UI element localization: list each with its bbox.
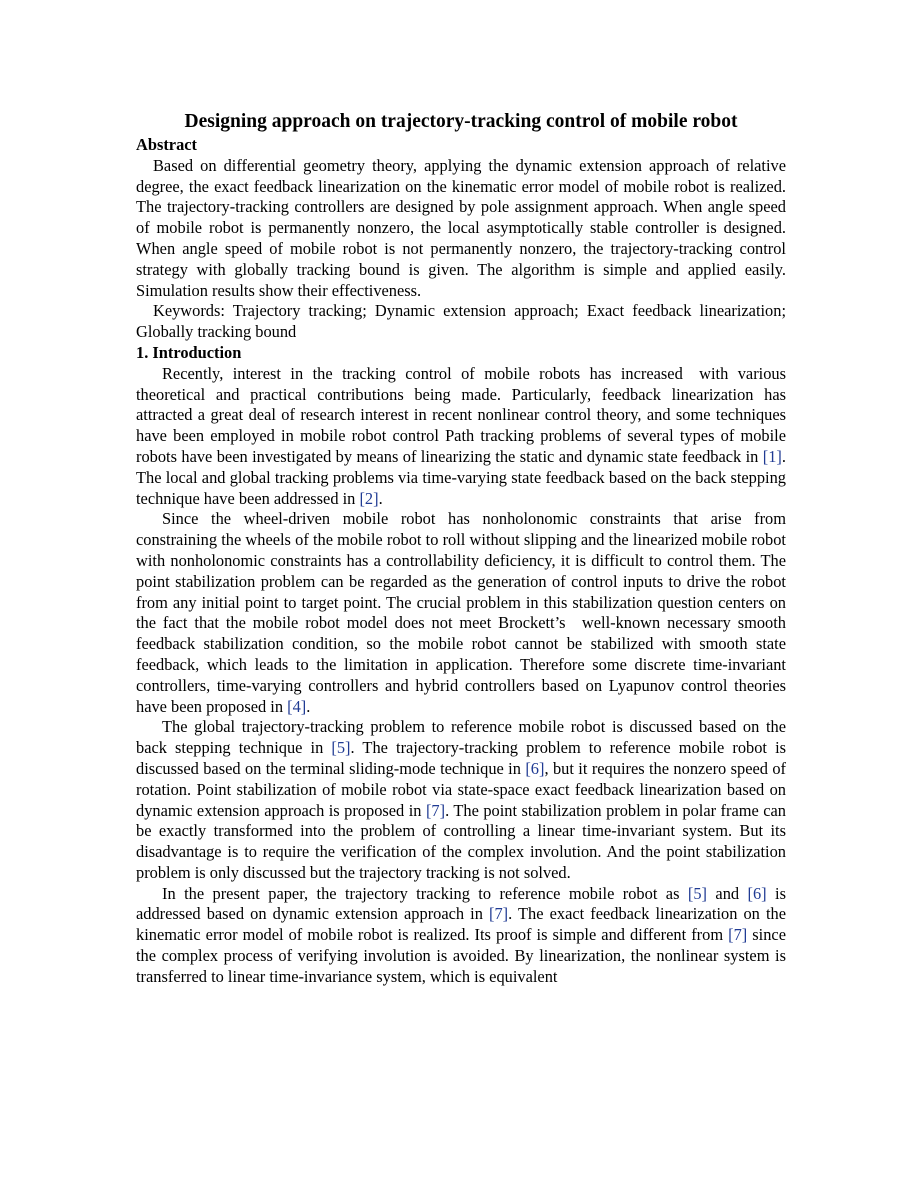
text-run: since the complex process of verifying involution is avoided. By linearization, the nonlinear system is transferred to linear time-invariance system, which is equivalent xyxy=(136,925,786,986)
paper-body xyxy=(136,110,786,988)
text-run: The global trajectory-tracking problem to reference mobile robot is discussed based on the back stepping technique in xyxy=(136,717,786,758)
introduction-heading: 1. Introduction xyxy=(136,342,242,362)
citation-link[interactable]: [6] xyxy=(525,758,545,778)
citation-link[interactable]: [7] xyxy=(425,800,446,820)
text-run: . xyxy=(378,488,383,508)
text-run: , but it requires the nonzero speed of rotation. Point stabilization of mobile robot via state-space exact feedback linearization based on dynamic extension approach is proposed in xyxy=(136,758,786,820)
keywords-paragraph: Keywords: Trajectory tracking; Dynamic extension approach; Exact feedback linearization; Globally tracking bound xyxy=(136,301,786,342)
text-run: Recently, interest in the tracking control of mobile robots has increased with various theoretical and practical contributions being made. Particularly, feedback linearization has attracted a great deal of research interest in recent nonlinear control theory, and some techniques have been employed in mobile robot control Path tracking problems of several types of mobile robots have been investigated by means of linearizing the static and dynamic state feedback in xyxy=(136,363,786,466)
text-run: . xyxy=(306,696,311,716)
intro-paragraph-2 xyxy=(136,509,786,717)
text-run: . The point stabilization problem in polar frame can be exactly transformed into the problem of controlling a linear time-invariant system. But its disadvantage is to require the verification of the complex involution. And the point stabilization problem is only discussed but the trajectory tracking is not solved. xyxy=(136,800,786,882)
citation-link[interactable]: [7] xyxy=(728,925,748,945)
text-run: Since the wheel-driven mobile robot has nonholonomic constraints that arise from constraining the wheels of the mobile robot to roll without slipping and the linearized mobile robot with nonholonomic constraints has a controllability deficiency, it is difficult to control them. The point stabilization problem can be regarded as the generation of control inputs to drive the robot from any initial point to target point. The crucial problem in this stabilization question centers on the fact that the mobile robot model does not meet Brockett’s well-known necessary smooth feedback stabilization condition, so the mobile robot cannot be stabilized with smooth state feedback, which leads to the limitation in application. Therefore some discrete time-invariant controllers, time-varying controllers and hybrid controllers based on Lyapunov control theories have been proposed in xyxy=(136,509,786,716)
citation-link[interactable]: [1] xyxy=(762,446,782,466)
abstract-paragraph: Based on differential geometry theory, applying the dynamic extension approach of relative degree, the exact feedback linearization on the kinematic error model of mobile robot is realized. The trajectory-tracking controllers are designed by pole assignment approach. When angle speed of mobile robot is permanently nonzero, the local asymptotically stable controller is designed. When angle speed of mobile robot is not permanently nonzero, the trajectory-tracking control strategy with globally tracking bound is given. The algorithm is simple and applied easily. Simulation results show their effectiveness. xyxy=(136,155,786,300)
text-run: is addressed based on dynamic extension approach in xyxy=(136,883,786,924)
text-run: . The exact feedback linearization on the kinematic error model of mobile robot is realized. Its proof is simple and different from xyxy=(136,904,786,945)
abstract-heading: Abstract xyxy=(136,135,197,154)
text-run: . The trajectory-tracking problem to reference mobile robot is discussed based on the terminal sliding-mode technique in xyxy=(136,738,786,778)
citation-link[interactable]: [6] xyxy=(747,883,767,903)
citation-link[interactable]: [5] xyxy=(331,738,351,758)
citation-link[interactable]: [4] xyxy=(287,696,307,716)
text-run: In the present paper, the trajectory tracking to reference mobile robot as xyxy=(162,883,688,903)
text-run: . The local and global tracking problems via time-varying state feedback based on the back stepping technique have been addressed in xyxy=(136,446,786,508)
intro-paragraph-4 xyxy=(136,884,786,988)
intro-paragraph-3 xyxy=(136,717,786,883)
text-run: and xyxy=(707,883,748,903)
citation-link[interactable]: [7] xyxy=(489,904,509,924)
citation-link[interactable]: [2] xyxy=(359,488,379,508)
intro-paragraph-1 xyxy=(136,364,786,510)
citation-link[interactable]: [5] xyxy=(687,883,707,903)
paper-title: Designing approach on trajectory-tracking control of mobile robot xyxy=(184,111,738,132)
